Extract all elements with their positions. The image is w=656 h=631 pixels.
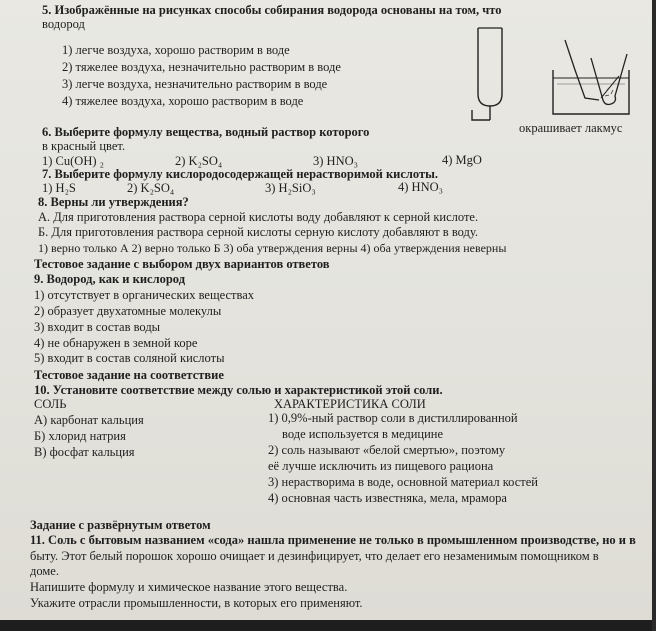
q11-prompt-line2: быту. Этот белый порошок хорошо очищает и дезинфицирует, что делает его незаменимым помощником в <box>30 549 599 563</box>
q10-prompt: 10. Установите соответствие между солью и характеристикой этой соли. <box>34 383 443 397</box>
q5-prompt-line2: водород <box>42 17 85 31</box>
q5-option-2: 2) тяжелее воздуха, незначительно растворим в воде <box>62 60 341 74</box>
q10-right-item-1b: воде используется в медицине <box>282 427 444 441</box>
q8-statement-b: Б. Для приготовления раствора серной кислоты серную кислоту добавляют в воду. <box>38 225 479 239</box>
water-displacement-figure <box>545 40 641 120</box>
q6-prompt-line2: в красный цвет. <box>42 139 126 153</box>
q8-prompt: 8. Верны ли утверждения? <box>38 195 189 209</box>
q6-option-2: 2) K₂SO₄ <box>175 154 223 168</box>
q5-option-3: 3) легче воздуха, незначительно растворим в воде <box>62 77 328 91</box>
q5-option-1: 1) легче воздуха, хорошо растворим в воде <box>62 43 290 57</box>
q10-right-item-1a: 1) 0,9%-ный раствор соли в дистиллированной <box>268 411 518 425</box>
q9-option-2: 2) образует двухатомные молекулы <box>34 304 222 318</box>
q11-prompt-line1: 11. Соль с бытовым названием «сода» нашла применение не только в промышленном производстве, но и в <box>30 533 636 547</box>
q6-prompt-line1-right: окрашивает лакмус <box>519 121 623 135</box>
q7-option-3: 3) H₂SiO₃ <box>265 181 316 195</box>
q5-option-4: 4) тяжелее воздуха, хорошо растворим в воде <box>62 94 304 108</box>
photo-bottom-edge <box>0 620 656 631</box>
q10-right-item-3: 3) нерастворима в воде, основной материал костей <box>268 475 538 489</box>
photo-right-edge <box>652 0 656 631</box>
section-two-answers-heading: Тестовое задание с выбором двух вариантов ответов <box>34 257 330 271</box>
q7-option-4: 4) HNO₃ <box>398 180 443 194</box>
q7-option-2: 2) K₂SO₄ <box>127 181 175 195</box>
q11-task-1: Напишите формулу и химическое название этого вещества. <box>30 580 348 594</box>
q9-option-1: 1) отсутствует в органических веществах <box>34 288 255 302</box>
q10-left-item-a: А) карбонат кальция <box>34 413 144 427</box>
q6-option-1: 1) Cu(OH) ₂ <box>42 154 104 168</box>
q10-right-header: ХАРАКТЕРИСТИКА СОЛИ <box>274 397 426 411</box>
section-matching-heading: Тестовое задание на соответствие <box>34 368 224 382</box>
q6-option-3: 3) HNO₃ <box>313 154 358 168</box>
q11-task-2: Укажите отрасли промышленности, в которых его применяют. <box>30 596 363 610</box>
q10-left-item-c: В) фосфат кальция <box>34 445 135 459</box>
q10-left-item-b: Б) хлорид натрия <box>34 429 126 443</box>
q11-prompt-line3: доме. <box>30 564 59 578</box>
q7-prompt: 7. Выберите формулу кислородосодержащей нерастворимой кислоты. <box>42 167 439 181</box>
q10-right-item-4: 4) основная часть известняка, мела, мрамора <box>268 491 507 505</box>
q10-right-item-2a: 2) соль называют «белой смертью», поэтому <box>268 443 506 457</box>
q10-right-item-2b: её лучше исключить из пищевого рациона <box>268 459 494 473</box>
q8-statement-a: А. Для приготовления раствора серной кислоты воду добавляют к серной кислоте. <box>38 210 479 224</box>
section-open-answer-heading: Задание с развёрнутым ответом <box>30 518 211 532</box>
q7-option-1: 1) H₂S <box>42 181 76 195</box>
q9-option-3: 3) входит в состав воды <box>34 320 161 334</box>
inverted-test-tube-figure <box>462 22 522 122</box>
q8-answer-options: 1) верно только А 2) верно только Б 3) оба утверждения верны 4) оба утверждения неверны <box>38 241 507 255</box>
q10-left-header: СОЛЬ <box>34 397 67 411</box>
q9-option-4: 4) не обнаружен в земной коре <box>34 336 198 350</box>
q9-prompt: 9. Водород, как и кислород <box>34 272 186 286</box>
q6-prompt-line1: 6. Выберите формулу вещества, водный раствор которого <box>42 125 370 139</box>
q5-prompt-line1: 5. Изображённые на рисунках способы собирания водорода основаны на том, что <box>42 3 502 17</box>
q6-option-4: 4) MgO <box>442 153 482 167</box>
q9-option-5: 5) входит в состав соляной кислоты <box>34 351 225 365</box>
